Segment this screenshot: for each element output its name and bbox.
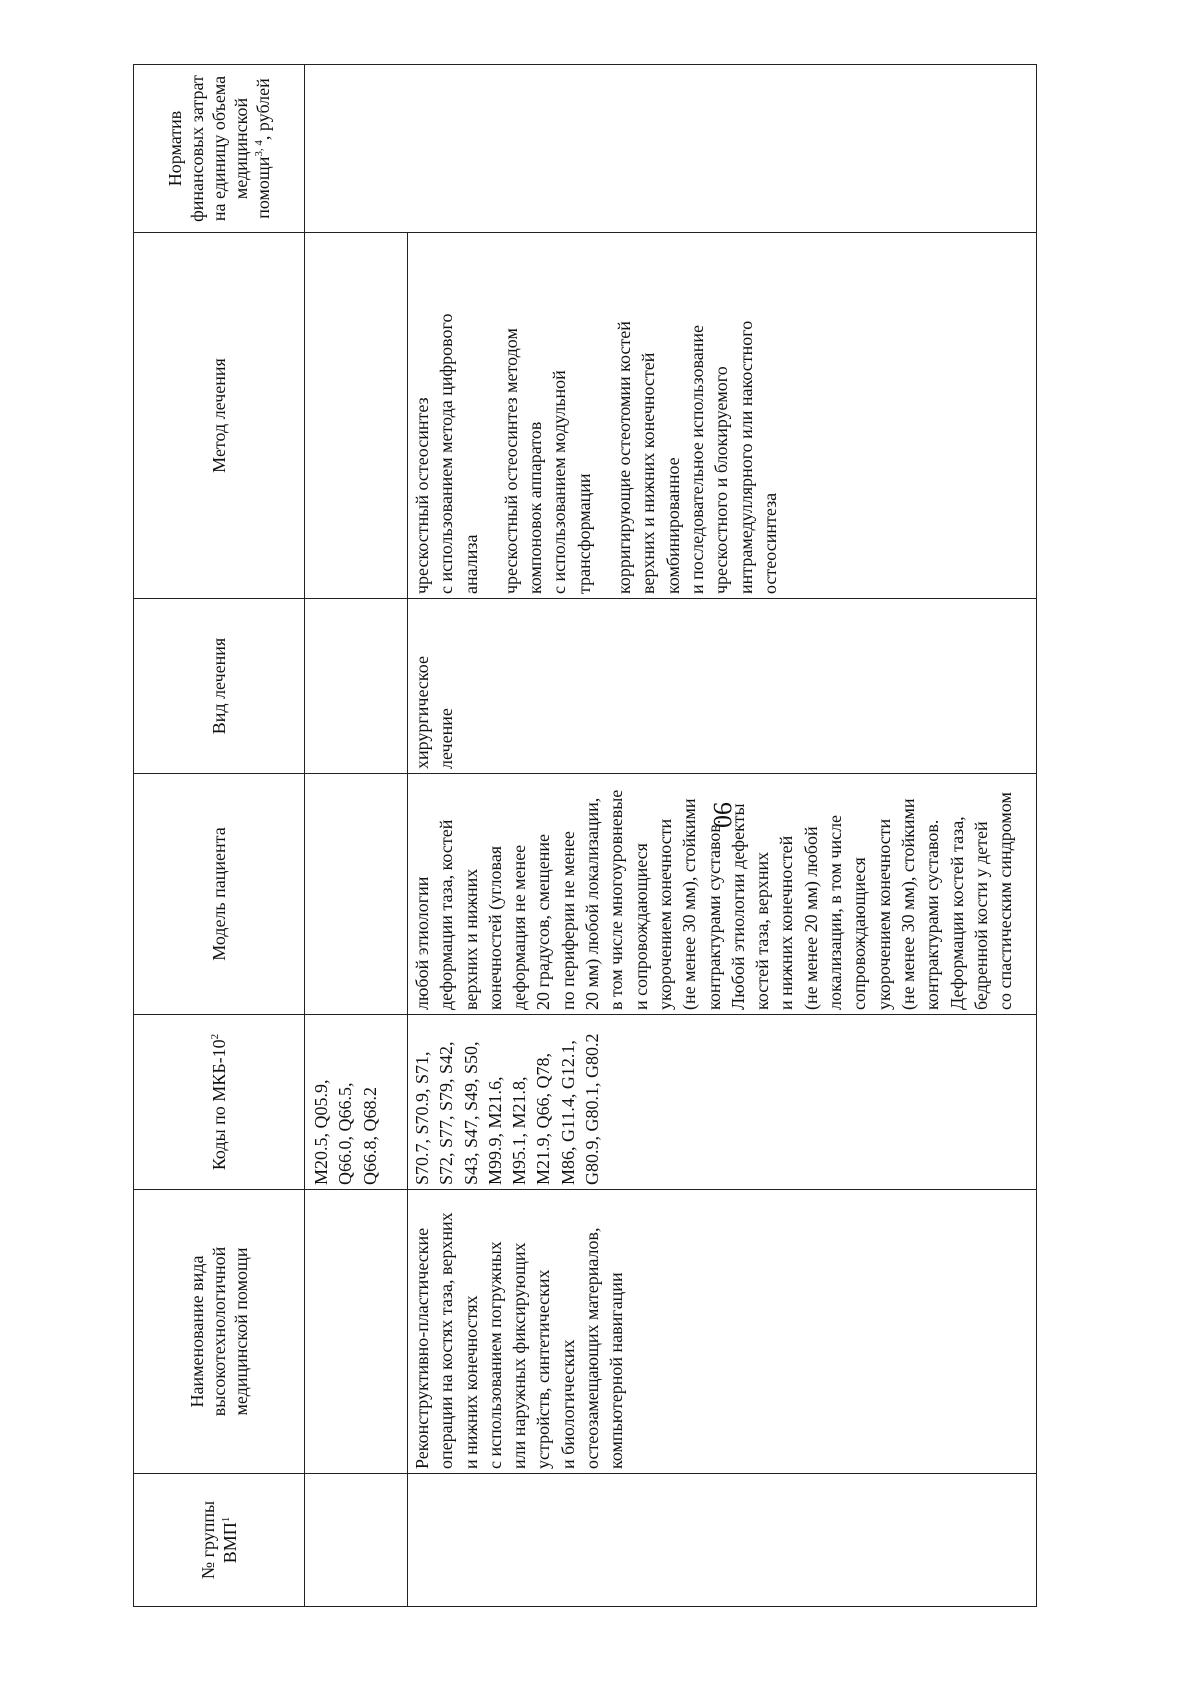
model-line: (не менее 20 мм) любой [800,826,821,1010]
header-method: Метод лечения [134,233,305,599]
cell-cost [305,65,1037,233]
name-line: компьютерной навигации [606,1272,627,1469]
method-line: интрамедуллярного или накостного [735,320,756,594]
header-codes: Коды по МКБ-$10^2$ [134,1015,305,1190]
model-line: в том числе многоуровневые [606,789,627,1010]
model-line: и нижних конечностей [776,835,797,1010]
cell-method [408,233,1037,599]
model-line: Любой этиологии дефекты [727,803,748,1010]
model-line: деформации таза, костей [436,819,457,1010]
code-line: S70.7, S70.9, S71, [412,1051,432,1185]
method-line: анализа [460,534,481,594]
header-group-no: № группы ВМП$^1$ [134,1474,305,1607]
method-line: чрескостный остеосинтез [412,397,432,594]
code-line: M21.9, Q66, Q78, [533,1052,554,1185]
model-line: конечностей (угловая [484,845,505,1010]
model-line: локализации, в том числе [825,814,846,1010]
model-line: 20 градусов, смещение [533,834,554,1010]
name-line: операции на костях таза, верхних [436,1212,457,1469]
code-line: M86, G11.4, G12.1, [557,1040,578,1185]
cell-treatment-type [305,599,408,774]
model-line: со спастическим синдромом [995,792,1016,1010]
cell-name [408,1190,1037,1474]
model-line: (не менее 30 мм), стойкими [679,798,700,1010]
name-line: с использованием погружных [484,1241,505,1469]
method-line: и последовательное использование [686,325,707,594]
model-line: контрактурами суставов. [703,819,724,1010]
cell-codes [305,1015,408,1190]
code-line: M99.9, M21.6, [484,1076,505,1185]
model-line: Деформации костей таза, [946,816,967,1010]
page-number: 90 [708,802,737,828]
method-line: с использованием метода цифрового [436,313,457,594]
cell-method [305,233,408,599]
treatment-type-line: хирургическое [412,656,432,769]
code-line: Q66.0, Q66.5, [335,1082,356,1185]
method-line: комбинированное [662,457,683,594]
model-line: укорочением конечности [873,818,894,1010]
table-row [305,65,408,1607]
cell-model [305,774,408,1015]
model-line: сопровождающиеся [849,857,870,1010]
method-line: чрескостный остеосинтез методом [500,328,521,594]
header-name: Наименование вида высокотехнологичной медицинской помощи [134,1190,305,1474]
header-row [134,65,305,1607]
method-line: трансформации [573,473,594,594]
model-line: костей таза, верхних [752,851,773,1010]
model-line: 20 мм) любой локализации, [582,797,603,1010]
model-line: по периферии не менее [557,831,578,1010]
code-line: M95.1, M21.8, [509,1076,530,1185]
header-treatment-type: Вид лечения [134,599,305,774]
method-line: остеосинтеза [759,492,780,594]
cell-model [408,774,1037,1015]
name-line: или наружных фиксирующих [509,1242,530,1469]
method-line: чрескостного и блокируемого [711,366,732,594]
code-line: S43, S47, S49, S50, [460,1041,481,1185]
method-line: с использованием модульной [549,370,570,594]
model-line: деформация не менее [509,844,530,1010]
name-line: остеозамещающих материалов, [582,1227,603,1469]
name-line: и нижних конечностях [460,1295,481,1469]
model-line: контрактурами суставов. [922,819,943,1010]
cell-group-no [408,1474,1037,1607]
cell-name [305,1190,408,1474]
code-line: G80.9, G80.1, G80.2 [582,1033,603,1185]
cell-group-no [305,1474,408,1607]
vmp-table [133,64,1037,1607]
rotated-table-sheet [133,65,1033,1607]
code-line: M20.5, Q05.9, [311,1079,331,1185]
method-line: корригирующие остеотомии костей [614,321,635,594]
cell-treatment-type [408,599,1037,774]
name-line: Реконструктивно-пластические [412,1227,432,1469]
treatment-type-line: лечение [436,708,457,769]
model-line: любой этиологии [412,876,432,1010]
code-line: Q66.8, Q68.2 [359,1087,380,1185]
model-line: и сопровождающиеся [630,843,651,1010]
name-line: и биологических [557,1339,578,1469]
model-line: (не менее 30 мм), стойкими [897,798,918,1010]
method-line: компоновок аппаратов [525,421,546,594]
method-line: верхних и нижних конечностей [638,352,659,594]
header-cost: Норматив финансовых затрат на единицу объема медицинской помощи$^{3, 4}$, рублей [134,65,305,233]
code-line: S72, S77, S79, S42, [436,1041,457,1185]
cell-codes [408,1015,1037,1190]
table-row [408,65,1037,1607]
model-line: верхних и нижних [460,868,481,1010]
model-line: укорочением конечности [654,818,675,1010]
model-line: бедренной кости у детей [970,821,991,1010]
name-line: устройств, синтетических [533,1269,554,1469]
header-model: Модель пациента [134,774,305,1015]
